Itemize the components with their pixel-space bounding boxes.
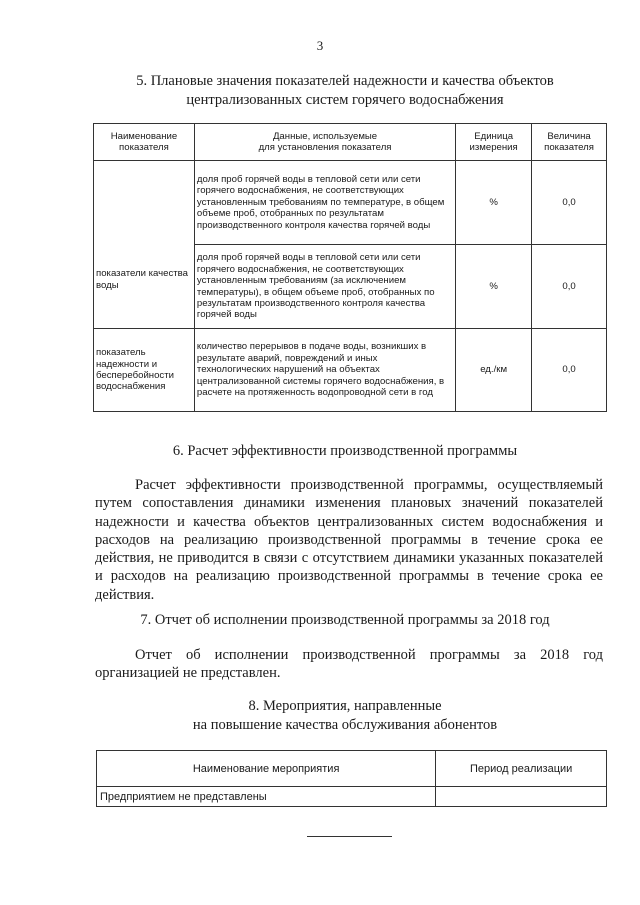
indicator-group-water-quality: показатели качества воды <box>94 161 195 329</box>
measures-table <box>96 750 607 807</box>
footer-rule <box>307 836 392 837</box>
header-unit: Единица измерения <box>456 124 532 161</box>
table-row <box>94 329 607 412</box>
row2-value: 0,0 <box>532 245 607 329</box>
section7-title: 7. Отчет об исполнении производственной программы за 2018 год <box>140 612 550 628</box>
row2-unit: % <box>456 245 532 329</box>
table-header-row <box>94 124 607 161</box>
measure-period-cell <box>436 787 607 807</box>
row2-data: доля проб горячей воды в тепловой сети или сети горячего водоснабжения, не соответствующих установленным требованиям (за исключением температуры), в общем объеме проб, отобранных по результатам производственного контроля качества горячей воды <box>194 245 455 329</box>
row1-data: доля проб горячей воды в тепловой сети или сети горячего водоснабжения, не соответствующих установленным требованиям по температуре, в общем объеме проб, отобранных по результатам производственного контроля качества горячей воды <box>194 161 455 245</box>
table-row <box>97 787 607 807</box>
row3-unit: ед./км <box>456 329 532 412</box>
indicator-group-reliability: показатель надежности и бесперебойности водоснабжения <box>94 329 195 412</box>
section8-title: 8. Мероприятия, направленные на повышение качества обслуживания абонентов <box>192 698 498 733</box>
row3-data: количество перерывов в подаче воды, возникших в результате аварий, повреждений и иных технологических нарушений на объектах централизованной системы горячего водоснабжения, в расчете на протяженность водопроводной сети в год <box>194 329 455 412</box>
row3-value: 0,0 <box>532 329 607 412</box>
section6-paragraph: Расчет эффективности производственной программы, осуществляемый путем сопоставления динамики изменения плановых значений показателей надежности и качества объектов централизованных систем водоснабжения и расходов на реализацию производственной программы в течение срока ее действия, не приводится в связи с отсутствием динамики указанных показателей и расходов на реализацию производственной программы в течение срока ее действия. <box>95 477 603 603</box>
measure-name-cell: Предприятием не представлены <box>97 787 436 807</box>
reliability-quality-table <box>93 123 607 412</box>
header-measure-name: Наименование мероприятия <box>97 751 436 787</box>
table-row <box>94 161 607 245</box>
header-value: Величина показателя <box>532 124 607 161</box>
section6-title: 6. Расчет эффективности производственной программы <box>172 443 518 459</box>
row1-value: 0,0 <box>532 161 607 245</box>
section5-title: 5. Плановые значения показателей надежности и качества объектов централизованных систем горячего водоснабжения <box>136 73 554 108</box>
page-number: 3 <box>316 38 324 53</box>
table-header-row <box>97 751 607 787</box>
row1-unit: % <box>456 161 532 245</box>
header-period: Период реализации <box>436 751 607 787</box>
header-data-used: Данные, используемые для установления показателя <box>194 124 455 161</box>
section7-paragraph: Отчет об исполнении производственной программы за 2018 год организацией не представлен. <box>95 647 603 682</box>
header-indicator-name: Наименование показателя <box>94 124 195 161</box>
